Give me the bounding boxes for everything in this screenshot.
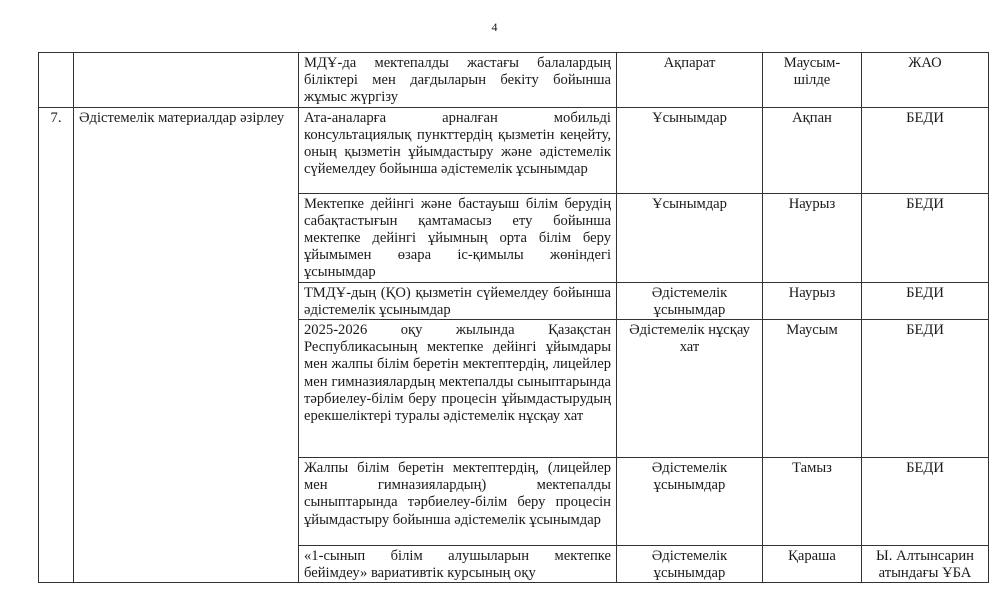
section-cell: Әдістемелік материалдар әзірлеу <box>74 107 299 583</box>
responsible-cell: БЕДИ <box>862 458 989 546</box>
plan-table <box>38 52 989 583</box>
form-cell: Әдістемелік ұсынымдар <box>617 458 763 546</box>
section-cell <box>74 53 299 108</box>
form-cell: Әдістемелік нұсқау хат <box>617 320 763 458</box>
term-cell: Тамыз <box>763 458 862 546</box>
table-row <box>39 107 989 193</box>
table-row <box>39 53 989 108</box>
form-cell: Ұсынымдар <box>617 107 763 193</box>
term-cell: Наурыз <box>763 193 862 282</box>
activity-cell: 2025-2026 оқу жылында Қазақстан Республикасының мектепке дейінгі ұйымдары мен жалпы білім беретін мектептердің, лицейлер мен гимназиялардың мектепалды сыныптарында тәрбиелеу-білім беру процесін ұйымдастырудың ерекшеліктері туралы әдістемелік нұсқау хат <box>299 320 617 458</box>
term-cell: Маусым-шілде <box>763 53 862 108</box>
term-cell: Ақпан <box>763 107 862 193</box>
page-number: 4 <box>491 20 498 34</box>
form-cell: Ақпарат <box>617 53 763 108</box>
activity-cell: Ата-аналарға арналған мобильді консультациялық пункттердің қызметін кеңейту, оның қызметін ұйымдастыру және әдістемелік сүйемелдеу бойынша әдістемелік ұсынымдар <box>299 107 617 193</box>
responsible-cell: Ы. Алтынсарин атындағы ҰБА <box>862 546 989 583</box>
responsible-cell: БЕДИ <box>862 193 989 282</box>
form-cell: Ұсынымдар <box>617 193 763 282</box>
term-cell: Наурыз <box>763 282 862 319</box>
row-number: 7. <box>39 107 74 583</box>
term-cell: Маусым <box>763 320 862 458</box>
activity-cell: МДҰ-да мектепалды жастағы балалардың біліктері мен дағдыларын бекіту бойынша жұмыс жүргізу <box>299 53 617 108</box>
responsible-cell: БЕДИ <box>862 107 989 193</box>
row-number <box>39 53 74 108</box>
form-cell: Әдістемелік ұсынымдар <box>617 282 763 319</box>
activity-cell: ТМДҰ-дың (ҚО) қызметін сүйемелдеу бойынша әдістемелік ұсынымдар <box>299 282 617 319</box>
responsible-cell: БЕДИ <box>862 282 989 319</box>
term-cell: Қараша <box>763 546 862 583</box>
form-cell: Әдістемелік ұсынымдар <box>617 546 763 583</box>
activity-cell: «1-сынып білім алушыларын мектепке бейімдеу» вариативтік курсының оқу <box>299 546 617 583</box>
responsible-cell: БЕДИ <box>862 320 989 458</box>
activity-cell: Жалпы білім беретін мектептердің, (лицейлер мен гимназиялардың) мектепалды сыныптарында тәрбиелеу-білім беру процесін ұйымдастыру бойынша әдістемелік ұсынымдар <box>299 458 617 546</box>
activity-cell: Мектепке дейінгі және бастауыш білім берудің сабақтастығын қамтамасыз ету бойынша мектепке дейінгі ұйымның орта білім беру ұйымымен өзара іс-қимылы жөніндегі ұсынымдар <box>299 193 617 282</box>
responsible-cell: ЖАО <box>862 53 989 108</box>
